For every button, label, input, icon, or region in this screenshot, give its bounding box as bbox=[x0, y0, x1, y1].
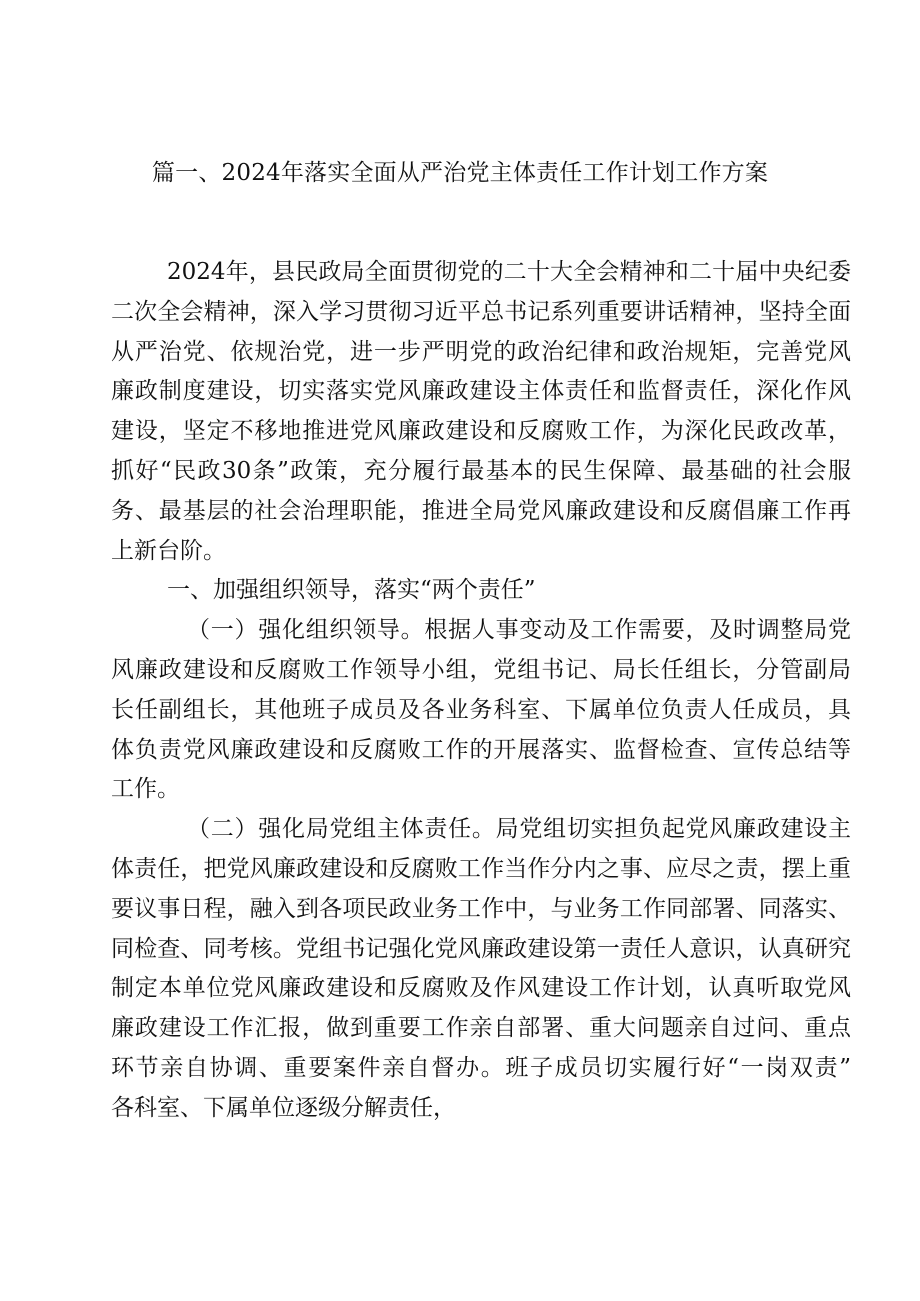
text-line: 上新台阶。 bbox=[111, 537, 226, 564]
text-line: （一）强化组织领导。根据人事变动及工作需要，及时调整局党 bbox=[187, 617, 851, 644]
text-line: 同检查、同考核。党组书记强化党风廉政建设第一责任人意识，认真研究 bbox=[111, 935, 851, 962]
text-line: 环节亲自协调、重要案件亲自督办。班子成员切实履行好“一岗双责” bbox=[111, 1054, 851, 1081]
text-line: 长任副组长，其他班子成员及各业务科室、下属单位负责人任成员，具 bbox=[111, 696, 851, 723]
text-line: 建设，坚定不移地推进党风廉政建设和反腐败工作，为深化民政改革， bbox=[111, 418, 851, 445]
text-line: 工作。 bbox=[111, 776, 180, 803]
text-line: 2024年，县民政局全面贯彻党的二十大全会精神和二十届中央纪委 bbox=[167, 259, 851, 285]
section-heading-text: 一、加强组织领导，落实“两个责任” bbox=[167, 577, 536, 604]
section-heading bbox=[111, 571, 851, 611]
paragraph-subsection-2 bbox=[111, 810, 851, 1128]
document-title: 篇一、2024年落实全面从严治党主体责任工作计划工作方案 bbox=[151, 160, 769, 186]
text-line: 务、最基层的社会治理职能，推进全局党风廉政建设和反腐倡廉工作再 bbox=[111, 497, 851, 524]
paragraph-subsection-1 bbox=[111, 611, 851, 810]
text-line: 风廉政建设和反腐败工作领导小组，党组书记、局长任组长，分管副局 bbox=[111, 656, 851, 683]
text-line: 体负责党风廉政建设和反腐败工作的开展落实、监督检查、宣传总结等 bbox=[111, 736, 851, 763]
text-line: （二）强化局党组主体责任。局党组切实担负起党风廉政建设主 bbox=[187, 816, 851, 843]
paragraph-intro bbox=[111, 253, 851, 571]
text-line: 抓好“民政30条”政策，充分履行最基本的民生保障、最基础的社会服 bbox=[111, 457, 851, 484]
text-line: 制定本单位党风廉政建设和反腐败及作风建设工作计划，认真听取党风 bbox=[111, 975, 851, 1002]
text-line: 要议事日程，融入到各项民政业务工作中，与业务工作同部署、同落实、 bbox=[111, 895, 851, 922]
text-line: 廉政建设工作汇报，做到重要工作亲自部署、重大问题亲自过问、重点 bbox=[111, 1015, 851, 1042]
text-line: 各科室、下属单位逐级分解责任， bbox=[111, 1094, 456, 1121]
text-line: 廉政制度建设，切实落实党风廉政建设主体责任和监督责任，深化作风 bbox=[111, 378, 851, 405]
text-line: 从严治党、依规治党，进一步严明党的政治纪律和政治规矩，完善党风 bbox=[111, 338, 851, 365]
text-line: 二次全会精神，深入学习贯彻习近平总书记系列重要讲话精神，坚持全面 bbox=[111, 298, 851, 325]
document-body bbox=[111, 253, 851, 1129]
text-line: 体责任，把党风廉政建设和反腐败工作当作分内之事、应尽之责，摆上重 bbox=[111, 855, 851, 882]
